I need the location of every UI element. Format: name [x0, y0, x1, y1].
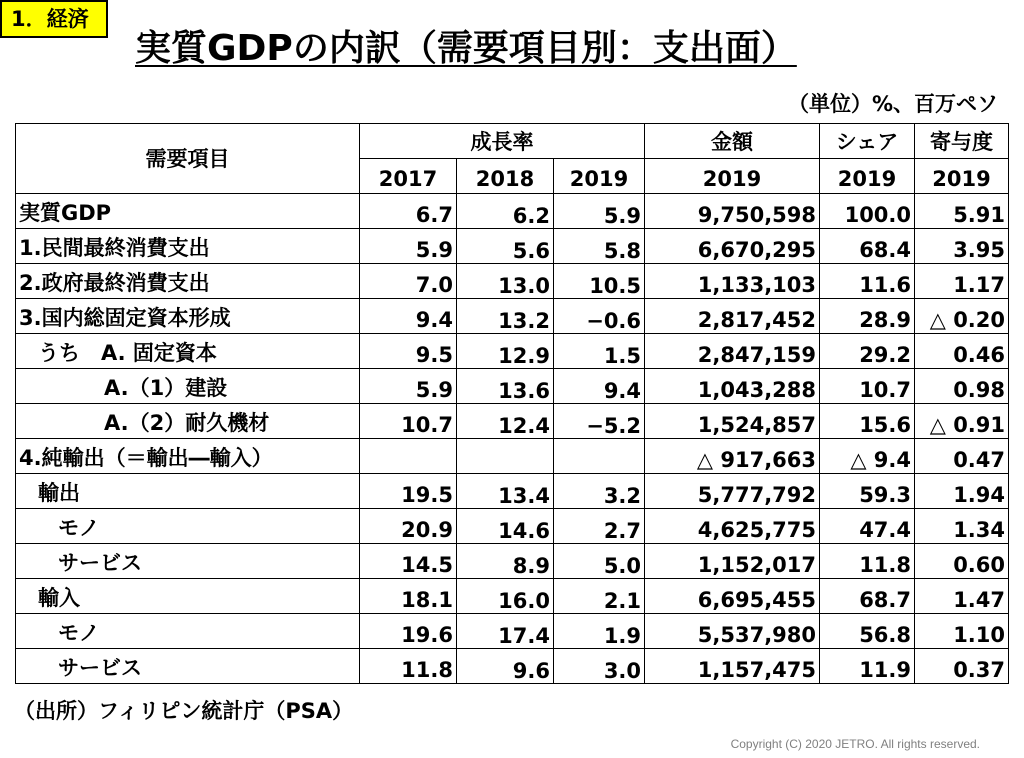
cell-growth-2017: 14.5	[360, 544, 457, 579]
cell-share-2019: 11.8	[820, 544, 915, 579]
row-label: 4.純輸出（＝輸出―輸入）	[16, 439, 360, 474]
cell-growth-2019: 3.0	[554, 649, 645, 684]
cell-growth-2019: −0.6	[554, 299, 645, 334]
row-label: 3.国内総固定資本形成	[16, 299, 360, 334]
cell-amount-2019: 5,537,980	[645, 614, 820, 649]
table-row	[16, 439, 1009, 474]
row-label: 実質GDP	[16, 194, 360, 229]
cell-growth-2019: 10.5	[554, 264, 645, 299]
cell-growth-2017: 5.9	[360, 369, 457, 404]
cell-growth-2018: 5.6	[457, 229, 554, 264]
row-label: A.（1）建設	[16, 369, 360, 404]
cell-contribution-2019: 0.60	[915, 544, 1009, 579]
cell-growth-2019: 2.7	[554, 509, 645, 544]
row-label: 1.民間最終消費支出	[16, 229, 360, 264]
cell-share-2019: 68.7	[820, 579, 915, 614]
cell-share-2019: 100.0	[820, 194, 915, 229]
cell-amount-2019: 1,524,857	[645, 404, 820, 439]
cell-contribution-2019: 0.98	[915, 369, 1009, 404]
header-year-growth-2017: 2017	[360, 159, 457, 194]
cell-growth-2019: 5.9	[554, 194, 645, 229]
header-item: 需要項目	[16, 124, 360, 194]
cell-growth-2018: 6.2	[457, 194, 554, 229]
row-label: 輸入	[16, 579, 360, 614]
cell-contribution-2019: 1.17	[915, 264, 1009, 299]
row-label: うち A. 固定資本	[16, 334, 360, 369]
cell-share-2019: 11.6	[820, 264, 915, 299]
cell-growth-2019: 1.9	[554, 614, 645, 649]
table-row	[16, 369, 1009, 404]
unit-note: （単位）%、百万ペソ	[787, 92, 998, 116]
cell-contribution-2019: 1.34	[915, 509, 1009, 544]
header-year-contribution: 2019	[915, 159, 1009, 194]
table-row	[16, 544, 1009, 579]
cell-amount-2019: 4,625,775	[645, 509, 820, 544]
cell-contribution-2019: 0.37	[915, 649, 1009, 684]
header-amount: 金額	[645, 124, 820, 159]
cell-amount-2019: 1,152,017	[645, 544, 820, 579]
cell-growth-2017: 20.9	[360, 509, 457, 544]
cell-amount-2019: 5,777,792	[645, 474, 820, 509]
cell-contribution-2019: △ 0.20	[915, 299, 1009, 334]
cell-contribution-2019: 0.46	[915, 334, 1009, 369]
cell-amount-2019: 6,670,295	[645, 229, 820, 264]
section-badge: 1．経済	[0, 0, 108, 38]
cell-growth-2018: 16.0	[457, 579, 554, 614]
cell-growth-2017: 19.5	[360, 474, 457, 509]
cell-growth-2019	[554, 439, 645, 474]
cell-growth-2019: 1.5	[554, 334, 645, 369]
cell-share-2019: △ 9.4	[820, 439, 915, 474]
cell-share-2019: 68.4	[820, 229, 915, 264]
cell-growth-2018: 17.4	[457, 614, 554, 649]
table-row	[16, 649, 1009, 684]
cell-growth-2017	[360, 439, 457, 474]
gdp-breakdown-table	[15, 123, 1009, 684]
cell-growth-2018: 13.4	[457, 474, 554, 509]
header-growth: 成長率	[360, 124, 645, 159]
cell-growth-2019: 2.1	[554, 579, 645, 614]
header-contribution: 寄与度	[915, 124, 1009, 159]
cell-share-2019: 15.6	[820, 404, 915, 439]
cell-growth-2017: 7.0	[360, 264, 457, 299]
header-year-growth-2019: 2019	[554, 159, 645, 194]
cell-growth-2017: 5.9	[360, 229, 457, 264]
cell-contribution-2019: 1.47	[915, 579, 1009, 614]
cell-growth-2018: 12.9	[457, 334, 554, 369]
cell-growth-2017: 10.7	[360, 404, 457, 439]
cell-growth-2019: −5.2	[554, 404, 645, 439]
copyright: Copyright (C) 2020 JETRO. All rights reserved.	[730, 737, 980, 751]
table-body	[16, 194, 1009, 684]
cell-contribution-2019: 1.10	[915, 614, 1009, 649]
cell-growth-2018: 13.6	[457, 369, 554, 404]
cell-growth-2017: 18.1	[360, 579, 457, 614]
cell-contribution-2019: 5.91	[915, 194, 1009, 229]
cell-share-2019: 29.2	[820, 334, 915, 369]
table-row	[16, 299, 1009, 334]
cell-amount-2019: 2,847,159	[645, 334, 820, 369]
cell-amount-2019: 2,817,452	[645, 299, 820, 334]
cell-growth-2019: 5.0	[554, 544, 645, 579]
row-label: A.（2）耐久機材	[16, 404, 360, 439]
cell-amount-2019: 1,133,103	[645, 264, 820, 299]
cell-amount-2019: △ 917,663	[645, 439, 820, 474]
cell-share-2019: 10.7	[820, 369, 915, 404]
cell-growth-2017: 19.6	[360, 614, 457, 649]
cell-growth-2018	[457, 439, 554, 474]
table-row	[16, 579, 1009, 614]
cell-contribution-2019: 1.94	[915, 474, 1009, 509]
cell-growth-2018: 12.4	[457, 404, 554, 439]
cell-share-2019: 59.3	[820, 474, 915, 509]
cell-growth-2019: 3.2	[554, 474, 645, 509]
cell-amount-2019: 1,043,288	[645, 369, 820, 404]
cell-growth-2019: 9.4	[554, 369, 645, 404]
cell-share-2019: 11.9	[820, 649, 915, 684]
page-title: 実質GDPの内訳（需要項目別：支出面）	[135, 28, 797, 69]
cell-growth-2018: 13.0	[457, 264, 554, 299]
source-note: （出所）フィリピン統計庁（PSA）	[14, 699, 354, 723]
table-row	[16, 229, 1009, 264]
cell-growth-2018: 8.9	[457, 544, 554, 579]
row-label: 輸出	[16, 474, 360, 509]
table-row	[16, 474, 1009, 509]
cell-growth-2018: 9.6	[457, 649, 554, 684]
table-row	[16, 404, 1009, 439]
row-label: 2.政府最終消費支出	[16, 264, 360, 299]
table-row	[16, 334, 1009, 369]
cell-amount-2019: 9,750,598	[645, 194, 820, 229]
cell-growth-2017: 9.5	[360, 334, 457, 369]
cell-growth-2017: 9.4	[360, 299, 457, 334]
row-label: サービス	[16, 649, 360, 684]
cell-contribution-2019: 3.95	[915, 229, 1009, 264]
table-row	[16, 264, 1009, 299]
cell-contribution-2019: △ 0.91	[915, 404, 1009, 439]
cell-growth-2019: 5.8	[554, 229, 645, 264]
cell-growth-2017: 6.7	[360, 194, 457, 229]
cell-growth-2017: 11.8	[360, 649, 457, 684]
row-label: モノ	[16, 509, 360, 544]
cell-amount-2019: 6,695,455	[645, 579, 820, 614]
table-row	[16, 509, 1009, 544]
cell-growth-2018: 14.6	[457, 509, 554, 544]
row-label: サービス	[16, 544, 360, 579]
header-year-amount: 2019	[645, 159, 820, 194]
row-label: モノ	[16, 614, 360, 649]
table-row	[16, 194, 1009, 229]
table-row	[16, 614, 1009, 649]
cell-amount-2019: 1,157,475	[645, 649, 820, 684]
cell-share-2019: 28.9	[820, 299, 915, 334]
cell-contribution-2019: 0.47	[915, 439, 1009, 474]
cell-share-2019: 56.8	[820, 614, 915, 649]
cell-growth-2018: 13.2	[457, 299, 554, 334]
cell-share-2019: 47.4	[820, 509, 915, 544]
header-year-growth-2018: 2018	[457, 159, 554, 194]
header-share: シェア	[820, 124, 915, 159]
header-year-share: 2019	[820, 159, 915, 194]
